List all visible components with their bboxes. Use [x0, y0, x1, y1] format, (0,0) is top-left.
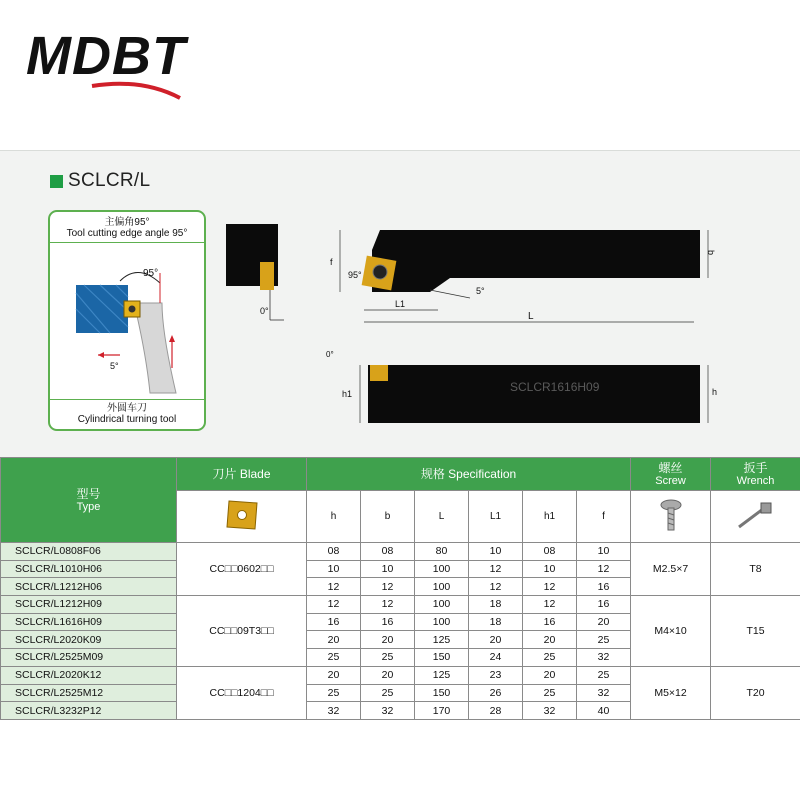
- screw-group-2: M4×10: [631, 596, 711, 667]
- screw-group-1: M2.5×7: [631, 543, 711, 596]
- brand-logo: [22, 18, 190, 100]
- front-view-body: [368, 365, 700, 423]
- table-row: SCLCR/L1212H06 12 12 100 12 12 16: [1, 578, 800, 596]
- table-row: SCLCR/L1212H09 CC□□09T3□□ 12 12 100 18 12 16 M4×10 T15: [1, 596, 800, 614]
- front-view-drawing: [320, 345, 730, 435]
- col-header-L: L: [415, 491, 469, 543]
- blade-insert-icon: [177, 491, 307, 543]
- header-specification: 规格 Specification: [307, 458, 631, 491]
- cutting-angle-card: [48, 210, 206, 431]
- end-view-insert: [260, 262, 274, 290]
- green-square-icon: [50, 175, 63, 188]
- front-view-insert: [370, 365, 388, 381]
- table-row: SCLCR/L2020K09 20 20 125 20 20 25: [1, 631, 800, 649]
- brand-logo-text: MDBT: [26, 26, 186, 86]
- col-header-L1: L1: [469, 491, 523, 543]
- tool-engraving: SCLCR1616H09: [510, 380, 600, 394]
- wrench-group-2: T15: [711, 596, 800, 667]
- svg-text:5°: 5°: [476, 286, 485, 296]
- angle-caption-zh: 主偏角95°: [104, 217, 150, 228]
- blade-group-2: CC□□09T3□□: [177, 596, 307, 667]
- svg-text:L1: L1: [395, 299, 406, 309]
- wrench-group-1: T8: [711, 543, 800, 596]
- table-row: SCLCR/L1010H06 10 10 100 12 10 12: [1, 560, 800, 578]
- specification-table: [0, 457, 800, 720]
- table-row: SCLCR/L1616H09 16 16 100 18 16 20: [1, 613, 800, 631]
- svg-text:0°: 0°: [326, 350, 334, 359]
- svg-text:h: h: [712, 387, 718, 397]
- svg-text:5°: 5°: [110, 361, 119, 371]
- series-title-row: [50, 170, 150, 192]
- svg-text:L: L: [528, 311, 534, 322]
- table-row: SCLCR/L2525M09 25 25 150 24 25 32: [1, 649, 800, 667]
- tool-caption-en: Cylindrical turning tool: [77, 414, 177, 425]
- screw-icon: [631, 491, 711, 543]
- svg-text:95°: 95°: [348, 270, 362, 280]
- col-header-h1: h1: [523, 491, 577, 543]
- top-view-drawing: [320, 210, 730, 330]
- svg-text:f: f: [330, 257, 333, 267]
- top-view-body: [372, 230, 700, 292]
- blade-group-1: CC□□0602□□: [177, 543, 307, 596]
- blade-group-3: CC□□1204□□: [177, 666, 307, 719]
- col-header-h: h: [307, 491, 361, 543]
- angle-caption-en: Tool cutting edge angle 95°: [66, 228, 188, 239]
- col-header-f: f: [577, 491, 631, 543]
- workpiece-shape: [76, 285, 128, 333]
- col-header-b: b: [361, 491, 415, 543]
- series-title: SCLCR/L: [68, 170, 151, 191]
- tool-caption-zh: 外圆车刀: [107, 403, 147, 414]
- card-divider-bottom: [50, 399, 204, 400]
- end-view-drawing: [220, 222, 290, 322]
- table-row: SCLCR/L3232P12 32 32 170 28 32 40: [1, 702, 800, 720]
- svg-text:b: b: [706, 250, 716, 256]
- svg-text:h1: h1: [342, 389, 353, 399]
- header-type: 型号 Type: [1, 458, 177, 543]
- svg-text:95°: 95°: [143, 268, 159, 279]
- turning-illustration: [50, 243, 204, 399]
- wrench-icon: [711, 491, 800, 543]
- table-row: SCLCR/L0808F06 CC□□0602□□ 08 08 80 10 08 10 M2.5×7 T8: [1, 543, 800, 561]
- header-blade: 刀片 Blade: [177, 458, 307, 491]
- header-wrench: 扳手 Wrench: [711, 458, 800, 491]
- svg-text:0°: 0°: [260, 306, 269, 316]
- table-row: SCLCR/L2525M12 25 25 150 26 25 32: [1, 684, 800, 702]
- wrench-group-3: T20: [711, 666, 800, 719]
- header-screw: 螺丝 Screw: [631, 458, 711, 491]
- screw-group-3: M5×12: [631, 666, 711, 719]
- table-row: SCLCR/L2020K12 CC□□1204□□ 20 20 125 23 20 25 M5×12 T20: [1, 666, 800, 684]
